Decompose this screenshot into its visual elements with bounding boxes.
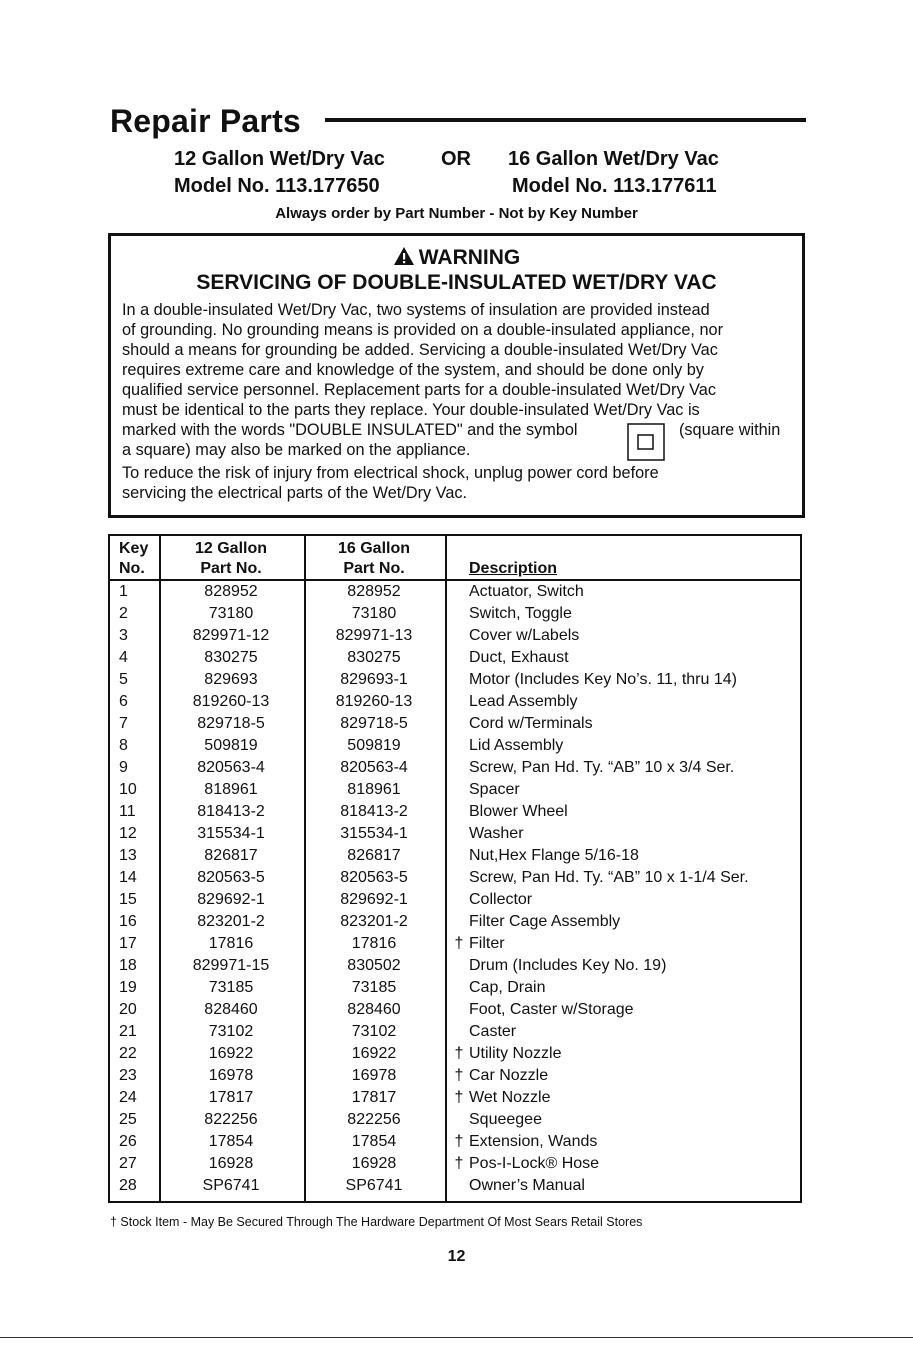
part-no-16-cell: 819260-13 [335, 693, 413, 710]
key-cell: 20 [119, 1001, 137, 1018]
description-cell: Screw, Pan Hd. Ty. “AB” 10 x 3/4 Ser. [469, 759, 735, 776]
key-cell: 7 [119, 715, 128, 732]
header-16-line1: 16 Gallon [337, 540, 411, 557]
part-no-12-cell: 823201-2 [197, 913, 265, 930]
part-no-12-cell: 17817 [208, 1089, 254, 1106]
part-no-12-cell: 828460 [204, 1001, 258, 1018]
description-cell: Foot, Caster w/Storage [469, 1001, 634, 1018]
order-note: Always order by Part Number - Not by Key Number [275, 205, 638, 222]
part-no-16-cell: 822256 [347, 1111, 401, 1128]
page-number: 12 [447, 1248, 466, 1265]
key-cell: 11 [119, 803, 136, 820]
part-no-12-cell: 828952 [204, 583, 258, 600]
part-no-16-cell: 17854 [351, 1133, 397, 1150]
description-cell: Pos-I-Lock® Hose [469, 1155, 600, 1172]
table-row [110, 669, 800, 691]
description-cell: Squeegee [469, 1111, 542, 1128]
key-cell: 3 [119, 627, 128, 644]
table-row [110, 845, 800, 867]
part-no-16-cell: 828460 [347, 1001, 401, 1018]
part-no-16-cell: 820563-5 [340, 869, 408, 886]
stock-dagger: † [454, 1067, 464, 1084]
warning-line: marked with the words "DOUBLE INSULATED" and the symbol [122, 421, 578, 439]
stock-dagger: † [454, 1089, 464, 1106]
part-no-12-cell: 315534-1 [197, 825, 265, 842]
key-cell: 2 [119, 605, 128, 622]
part-no-12-cell: 829693 [204, 671, 258, 688]
part-no-16-cell: 16978 [351, 1067, 397, 1084]
description-cell: Extension, Wands [469, 1133, 598, 1150]
part-no-12-cell: 829692-1 [197, 891, 265, 908]
warning-line: qualified service personnel. Replacement parts for a double-insulated Wet/Dry Vac [122, 381, 716, 399]
key-cell: 18 [119, 957, 137, 974]
table-row [110, 581, 800, 603]
part-no-12-cell: 826817 [204, 847, 258, 864]
header-12-gallon [161, 539, 301, 579]
header-16-line2: Part No. [343, 560, 405, 577]
key-cell: 19 [119, 979, 137, 996]
key-cell: 5 [119, 671, 128, 688]
part-no-16-cell: 820563-4 [340, 759, 408, 776]
table-row [110, 625, 800, 647]
header-12-line2: Part No. [200, 560, 262, 577]
part-no-16-cell: 509819 [347, 737, 401, 754]
part-no-16-cell: 16922 [351, 1045, 397, 1062]
warning-line: (square within [679, 421, 781, 439]
key-cell: 28 [119, 1177, 137, 1194]
table-row [110, 757, 800, 779]
warning-triangle-icon [393, 246, 415, 266]
description-cell: Cord w/Terminals [469, 715, 593, 732]
page-title: Repair Parts [110, 103, 301, 139]
key-cell: 17 [119, 935, 137, 952]
table-row [110, 1153, 800, 1175]
warning-line: To reduce the risk of injury from electrical shock, unplug power cord before [122, 464, 659, 482]
description-cell: Cover w/Labels [469, 627, 580, 644]
double-insulated-symbol-icon [627, 423, 665, 461]
description-cell: Owner’s Manual [469, 1177, 585, 1194]
key-cell: 21 [119, 1023, 137, 1040]
warning-line: of grounding. No grounding means is provided on a double-insulated appliance, nor [122, 321, 724, 339]
key-cell: 10 [119, 781, 137, 798]
part-no-12-cell: 819260-13 [192, 693, 270, 710]
table-row [110, 867, 800, 889]
description-cell: Caster [469, 1023, 517, 1040]
warning-subtitle: SERVICING OF DOUBLE-INSULATED WET/DRY VAC [196, 271, 717, 294]
key-cell: 13 [119, 847, 137, 864]
warning-line: a square) may also be marked on the appliance. [122, 441, 471, 459]
model-16-size: 16 Gallon Wet/Dry Vac [508, 148, 719, 170]
table-row [110, 713, 800, 735]
part-no-16-cell: 818413-2 [340, 803, 408, 820]
table-row [110, 911, 800, 933]
header-12-line1: 12 Gallon [194, 540, 268, 557]
part-no-12-cell: 829718-5 [197, 715, 265, 732]
description-cell: Motor (Includes Key No’s. 11, thru 14) [469, 671, 737, 688]
description-cell: Filter Cage Assembly [469, 913, 621, 930]
warning-line: servicing the electrical parts of the Wet/Dry Vac. [122, 484, 468, 502]
key-cell: 14 [119, 869, 137, 886]
key-cell: 6 [119, 693, 128, 710]
parts-table [108, 534, 802, 1203]
table-row [110, 1065, 800, 1087]
description-cell: Actuator, Switch [469, 583, 584, 600]
part-no-12-cell: 16922 [208, 1045, 254, 1062]
header-description: Description [469, 560, 558, 577]
description-cell: Lid Assembly [469, 737, 564, 754]
description-cell: Duct, Exhaust [469, 649, 569, 666]
table-row [110, 735, 800, 757]
table-row [110, 823, 800, 845]
description-cell: Drum (Includes Key No. 19) [469, 957, 667, 974]
part-no-16-cell: 818961 [347, 781, 401, 798]
description-cell: Switch, Toggle [469, 605, 572, 622]
key-cell: 25 [119, 1111, 137, 1128]
description-cell: Wet Nozzle [469, 1089, 551, 1106]
table-row [110, 1131, 800, 1153]
part-no-12-cell: 818413-2 [197, 803, 265, 820]
description-cell: Collector [469, 891, 533, 908]
footnote: † Stock Item - May Be Secured Through The Hardware Department Of Most Sears Retail Stores [110, 1215, 643, 1229]
part-no-16-cell: 830502 [347, 957, 401, 974]
part-no-12-cell: 16978 [208, 1067, 254, 1084]
table-row [110, 999, 800, 1021]
model-12-size: 12 Gallon Wet/Dry Vac [174, 148, 385, 170]
table-row [110, 1043, 800, 1065]
part-no-16-cell: 829692-1 [340, 891, 408, 908]
warning-line: must be identical to the parts they replace. Your double-insulated Wet/Dry Vac is [122, 401, 700, 419]
table-row [110, 933, 800, 955]
key-cell: 4 [119, 649, 128, 666]
part-no-16-cell: 73185 [351, 979, 397, 996]
table-row [110, 603, 800, 625]
warning-line: In a double-insulated Wet/Dry Vac, two systems of insulation are provided instead [122, 301, 710, 319]
table-row [110, 1087, 800, 1109]
part-no-12-cell: 818961 [204, 781, 258, 798]
part-no-12-cell: 17854 [208, 1133, 254, 1150]
part-no-12-cell: 820563-4 [197, 759, 265, 776]
description-cell: Cap, Drain [469, 979, 546, 996]
description-cell: Washer [469, 825, 524, 842]
part-no-16-cell: 829971-13 [335, 627, 413, 644]
description-cell: Spacer [469, 781, 520, 798]
part-no-12-cell: SP6741 [202, 1177, 260, 1194]
description-cell: Nut,Hex Flange 5/16-18 [469, 847, 639, 864]
part-no-16-cell: 829693-1 [340, 671, 408, 688]
stock-dagger: † [454, 1045, 464, 1062]
part-no-12-cell: 73180 [208, 605, 254, 622]
part-no-16-cell: 826817 [347, 847, 401, 864]
header-16-gallon [304, 539, 444, 579]
part-no-16-cell: 823201-2 [340, 913, 408, 930]
table-row [110, 977, 800, 999]
key-cell: 27 [119, 1155, 137, 1172]
part-no-16-cell: 73102 [351, 1023, 397, 1040]
table-row [110, 1021, 800, 1043]
key-cell: 24 [119, 1089, 137, 1106]
description-cell: Car Nozzle [469, 1067, 549, 1084]
part-no-12-cell: 73102 [208, 1023, 254, 1040]
key-cell: 1 [119, 583, 128, 600]
model-16-number: Model No. 113.177611 [512, 175, 717, 197]
stock-dagger: † [454, 1133, 464, 1150]
table-row [110, 691, 800, 713]
table-row [110, 801, 800, 823]
table-row [110, 955, 800, 977]
table-row [110, 647, 800, 669]
warning-line: should a means for grounding be added. Servicing a double-insulated Wet/Dry Vac [122, 341, 718, 359]
stock-dagger: † [454, 935, 464, 952]
title-rule [325, 118, 806, 122]
part-no-16-cell: 17817 [351, 1089, 397, 1106]
part-no-16-cell: 830275 [347, 649, 401, 666]
table-row [110, 779, 800, 801]
stock-dagger: † [454, 1155, 464, 1172]
warning-box [108, 233, 805, 518]
key-cell: 23 [119, 1067, 137, 1084]
description-cell: Blower Wheel [469, 803, 568, 820]
bottom-rule [0, 1337, 913, 1338]
table-row [110, 1109, 800, 1131]
part-no-12-cell: 16928 [208, 1155, 254, 1172]
part-no-12-cell: 17816 [208, 935, 254, 952]
part-no-12-cell: 830275 [204, 649, 258, 666]
part-no-16-cell: 829718-5 [340, 715, 408, 732]
key-cell: 12 [119, 825, 137, 842]
part-no-12-cell: 73185 [208, 979, 254, 996]
part-no-16-cell: 73180 [351, 605, 397, 622]
part-no-16-cell: 315534-1 [340, 825, 408, 842]
key-cell: 22 [119, 1045, 137, 1062]
part-no-16-cell: SP6741 [345, 1177, 403, 1194]
warning-line: requires extreme care and knowledge of the system, and should be done only by [122, 361, 704, 379]
description-cell: Filter [469, 935, 505, 952]
part-no-12-cell: 820563-5 [197, 869, 265, 886]
model-or: OR [441, 148, 471, 170]
table-row [110, 889, 800, 911]
part-no-12-cell: 829971-15 [192, 957, 270, 974]
description-cell: Utility Nozzle [469, 1045, 562, 1062]
part-no-16-cell: 16928 [351, 1155, 397, 1172]
key-cell: 9 [119, 759, 128, 776]
header-key-line1: Key [119, 540, 149, 557]
warning-title-text: WARNING [418, 246, 521, 269]
key-cell: 16 [119, 913, 137, 930]
key-cell: 8 [119, 737, 128, 754]
key-cell: 26 [119, 1133, 137, 1150]
part-no-12-cell: 822256 [204, 1111, 258, 1128]
part-no-16-cell: 17816 [351, 935, 397, 952]
part-no-16-cell: 828952 [347, 583, 401, 600]
table-row [110, 1175, 800, 1197]
header-key [119, 539, 148, 579]
description-cell: Screw, Pan Hd. Ty. “AB” 10 x 1-1/4 Ser. [469, 869, 749, 886]
part-no-12-cell: 509819 [204, 737, 258, 754]
warning-title [111, 246, 802, 270]
key-cell: 15 [119, 891, 137, 908]
description-cell: Lead Assembly [469, 693, 578, 710]
part-no-12-cell: 829971-12 [192, 627, 270, 644]
header-key-line2: No. [119, 560, 145, 577]
model-12-number: Model No. 113.177650 [174, 175, 380, 197]
